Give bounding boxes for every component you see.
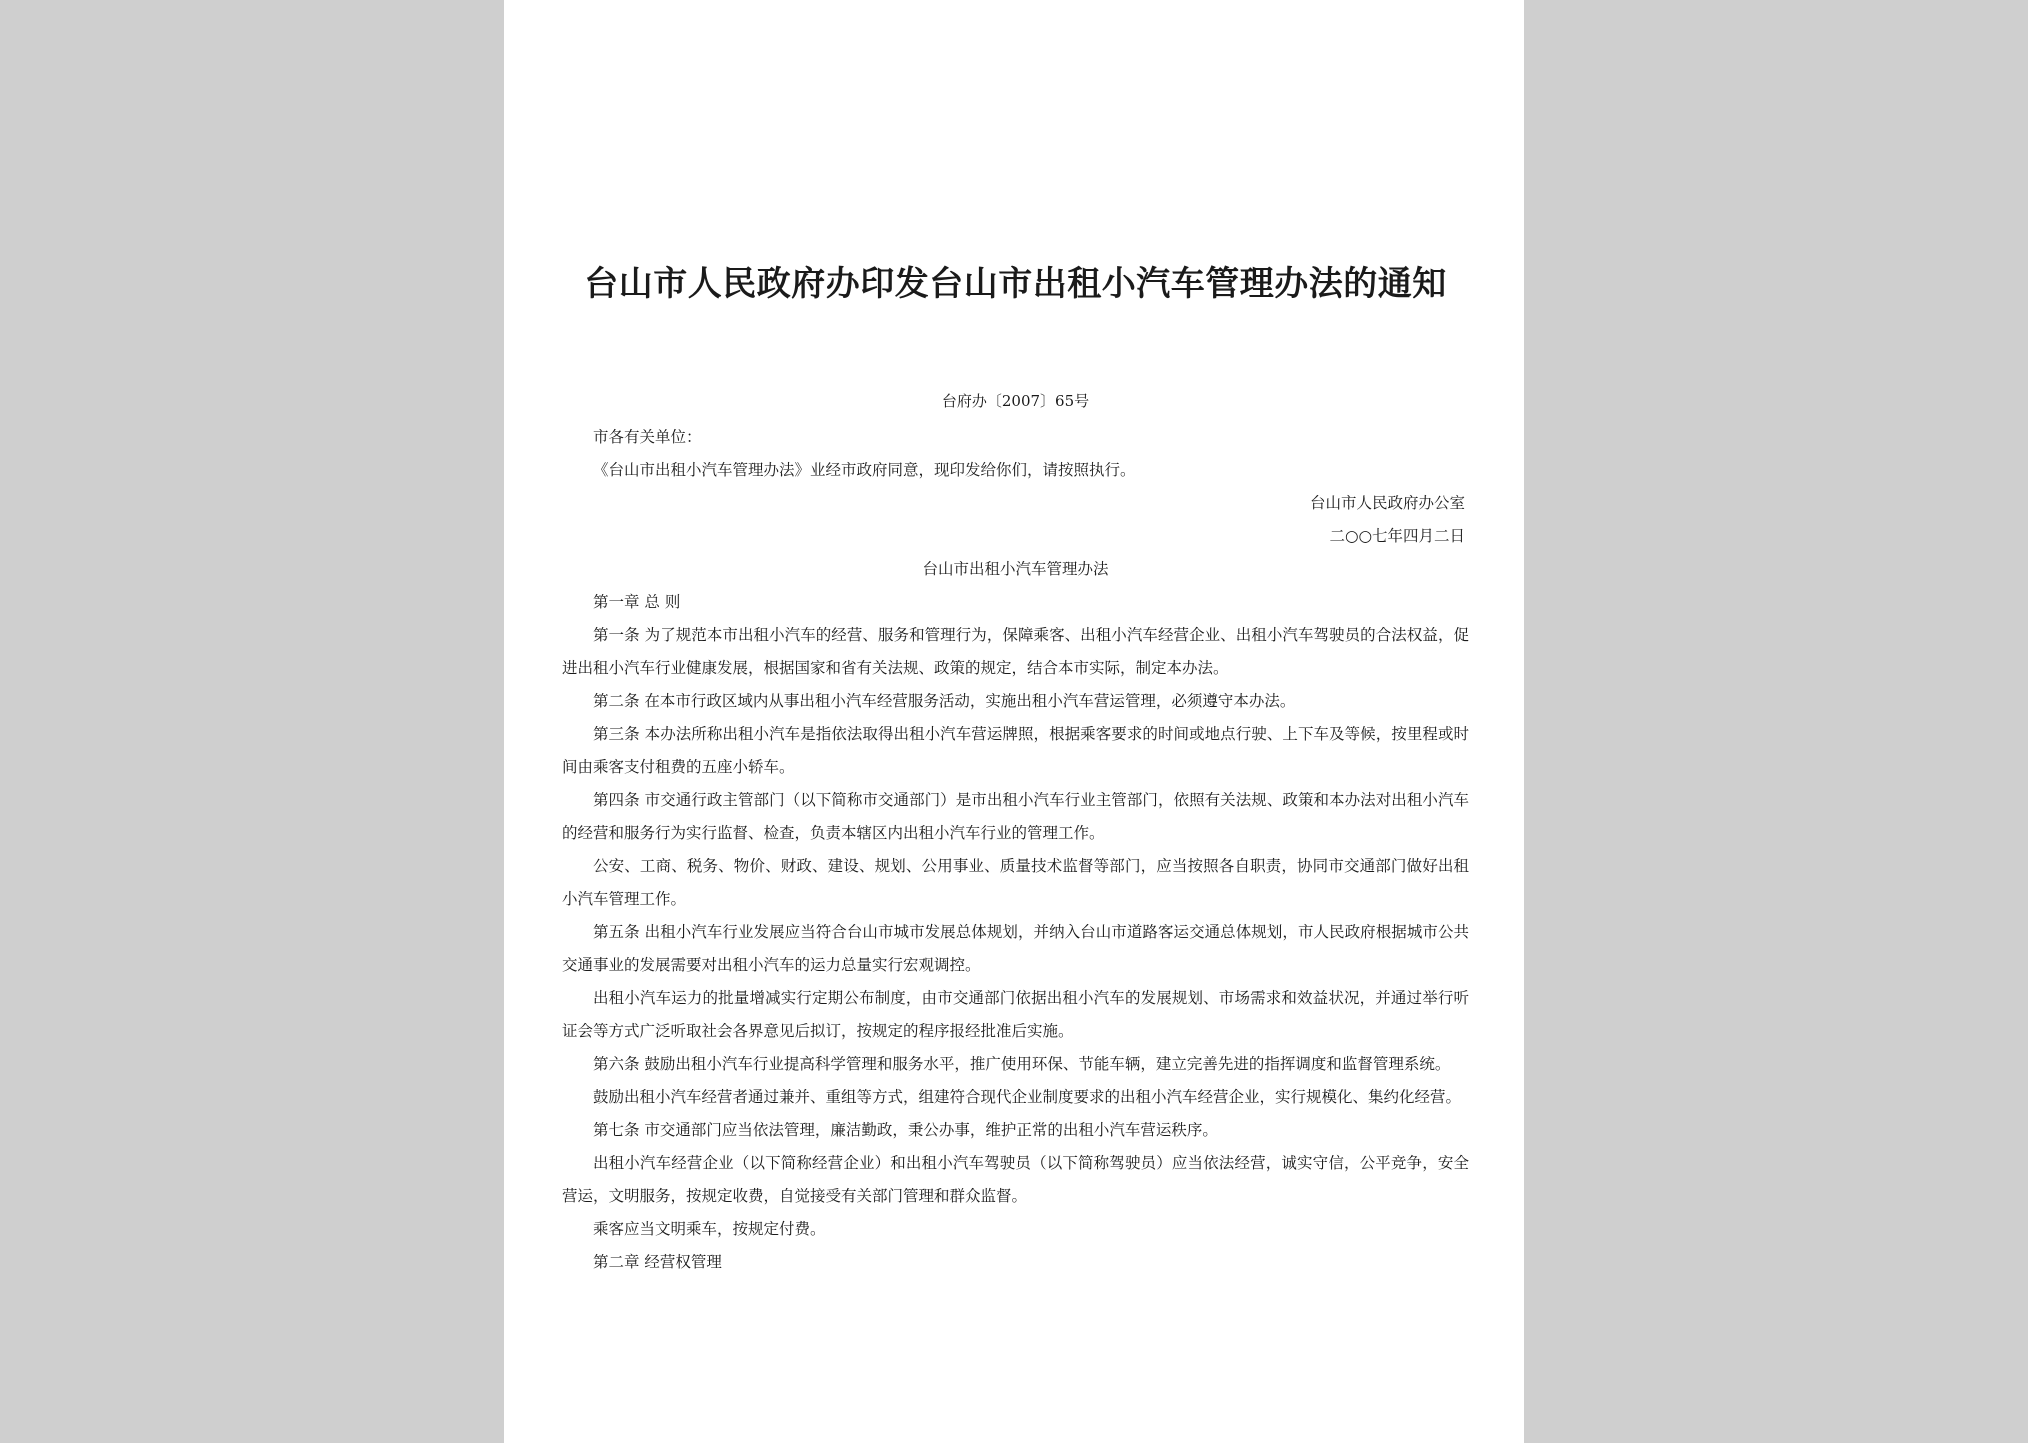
article-paragraph: 出租小汽车经营企业（以下简称经营企业）和出租小汽车驾驶员（以下简称驾驶员）应当依法经营，诚实守信，公平竞争，安全营运，文明服务，按规定收费，自觉接受有关部门管理和群众监督。 — [562, 1154, 1469, 1205]
document-number: 台府办〔2007〕65号 — [941, 392, 1090, 410]
chapter-heading: 第二章 经营权管理 — [593, 1253, 722, 1271]
document-page — [504, 0, 1524, 1443]
article-paragraph: 第二条 在本市行政区域内从事出租小汽车经营服务活动，实施出租小汽车营运管理，必须遵守本办法。 — [593, 692, 1296, 710]
salutation: 市各有关单位： — [593, 428, 702, 446]
article-paragraph: 第六条 鼓励出租小汽车行业提高科学管理和服务水平，推广使用环保、节能车辆，建立完善先进的指挥调度和监督管理系统。 — [593, 1055, 1451, 1073]
article-paragraph: 公安、工商、税务、物价、财政、建设、规划、公用事业、质量技术监督等部门，应当按照各自职责，协同市交通部门做好出租小汽车管理工作。 — [562, 857, 1469, 908]
article-paragraph: 第一条 为了规范本市出租小汽车的经营、服务和管理行为，保障乘客、出租小汽车经营企业、出租小汽车驾驶员的合法权益，促进出租小汽车行业健康发展，根据国家和省有关法规、政策的规定，结合本市实际，制定本办法。 — [562, 626, 1469, 677]
article-paragraph: 第四条 市交通行政主管部门（以下简称市交通部门）是市出租小汽车行业主管部门，依照有关法规、政策和本办法对出租小汽车的经营和服务行为实行监督、检查，负责本辖区内出租小汽车行业的管理工作。 — [562, 791, 1469, 842]
document-content — [562, 265, 1469, 1279]
article-paragraph: 第七条 市交通部门应当依法管理，廉洁勤政，秉公办事，维护正常的出租小汽车营运秩序。 — [593, 1121, 1218, 1139]
article-paragraph: 出租小汽车运力的批量增减实行定期公布制度，由市交通部门依据出租小汽车的发展规划、市场需求和效益状况，并通过举行听证会等方式广泛听取社会各界意见后拟订，按规定的程序报经批准后实施。 — [562, 989, 1469, 1040]
article-paragraph: 第三条 本办法所称出租小汽车是指依法取得出租小汽车营运牌照，根据乘客要求的时间或地点行驶、上下车及等候，按里程或时间由乘客支付租费的五座小轿车。 — [562, 725, 1469, 776]
issuer-signature: 台山市人民政府办公室 — [1309, 494, 1465, 512]
document-title: 台山市人民政府办印发台山市出租小汽车管理办法的通知 — [584, 264, 1447, 304]
regulation-title: 台山市出租小汽车管理办法 — [922, 560, 1109, 578]
issue-date: 二○○七年四月二日 — [1329, 527, 1465, 545]
chapter-heading: 第一章 总 则 — [593, 593, 681, 611]
article-paragraph: 乘客应当文明乘车，按规定付费。 — [593, 1220, 826, 1238]
intro-paragraph: 《台山市出租小汽车管理办法》业经市政府同意，现印发给你们，请按照执行。 — [593, 461, 1136, 479]
article-paragraph: 第五条 出租小汽车行业发展应当符合台山市城市发展总体规划，并纳入台山市道路客运交通总体规划，市人民政府根据城市公共交通事业的发展需要对出租小汽车的运力总量实行宏观调控。 — [562, 923, 1469, 974]
article-paragraph: 鼓励出租小汽车经营者通过兼并、重组等方式，组建符合现代企业制度要求的出租小汽车经营企业，实行规模化、集约化经营。 — [593, 1088, 1462, 1106]
